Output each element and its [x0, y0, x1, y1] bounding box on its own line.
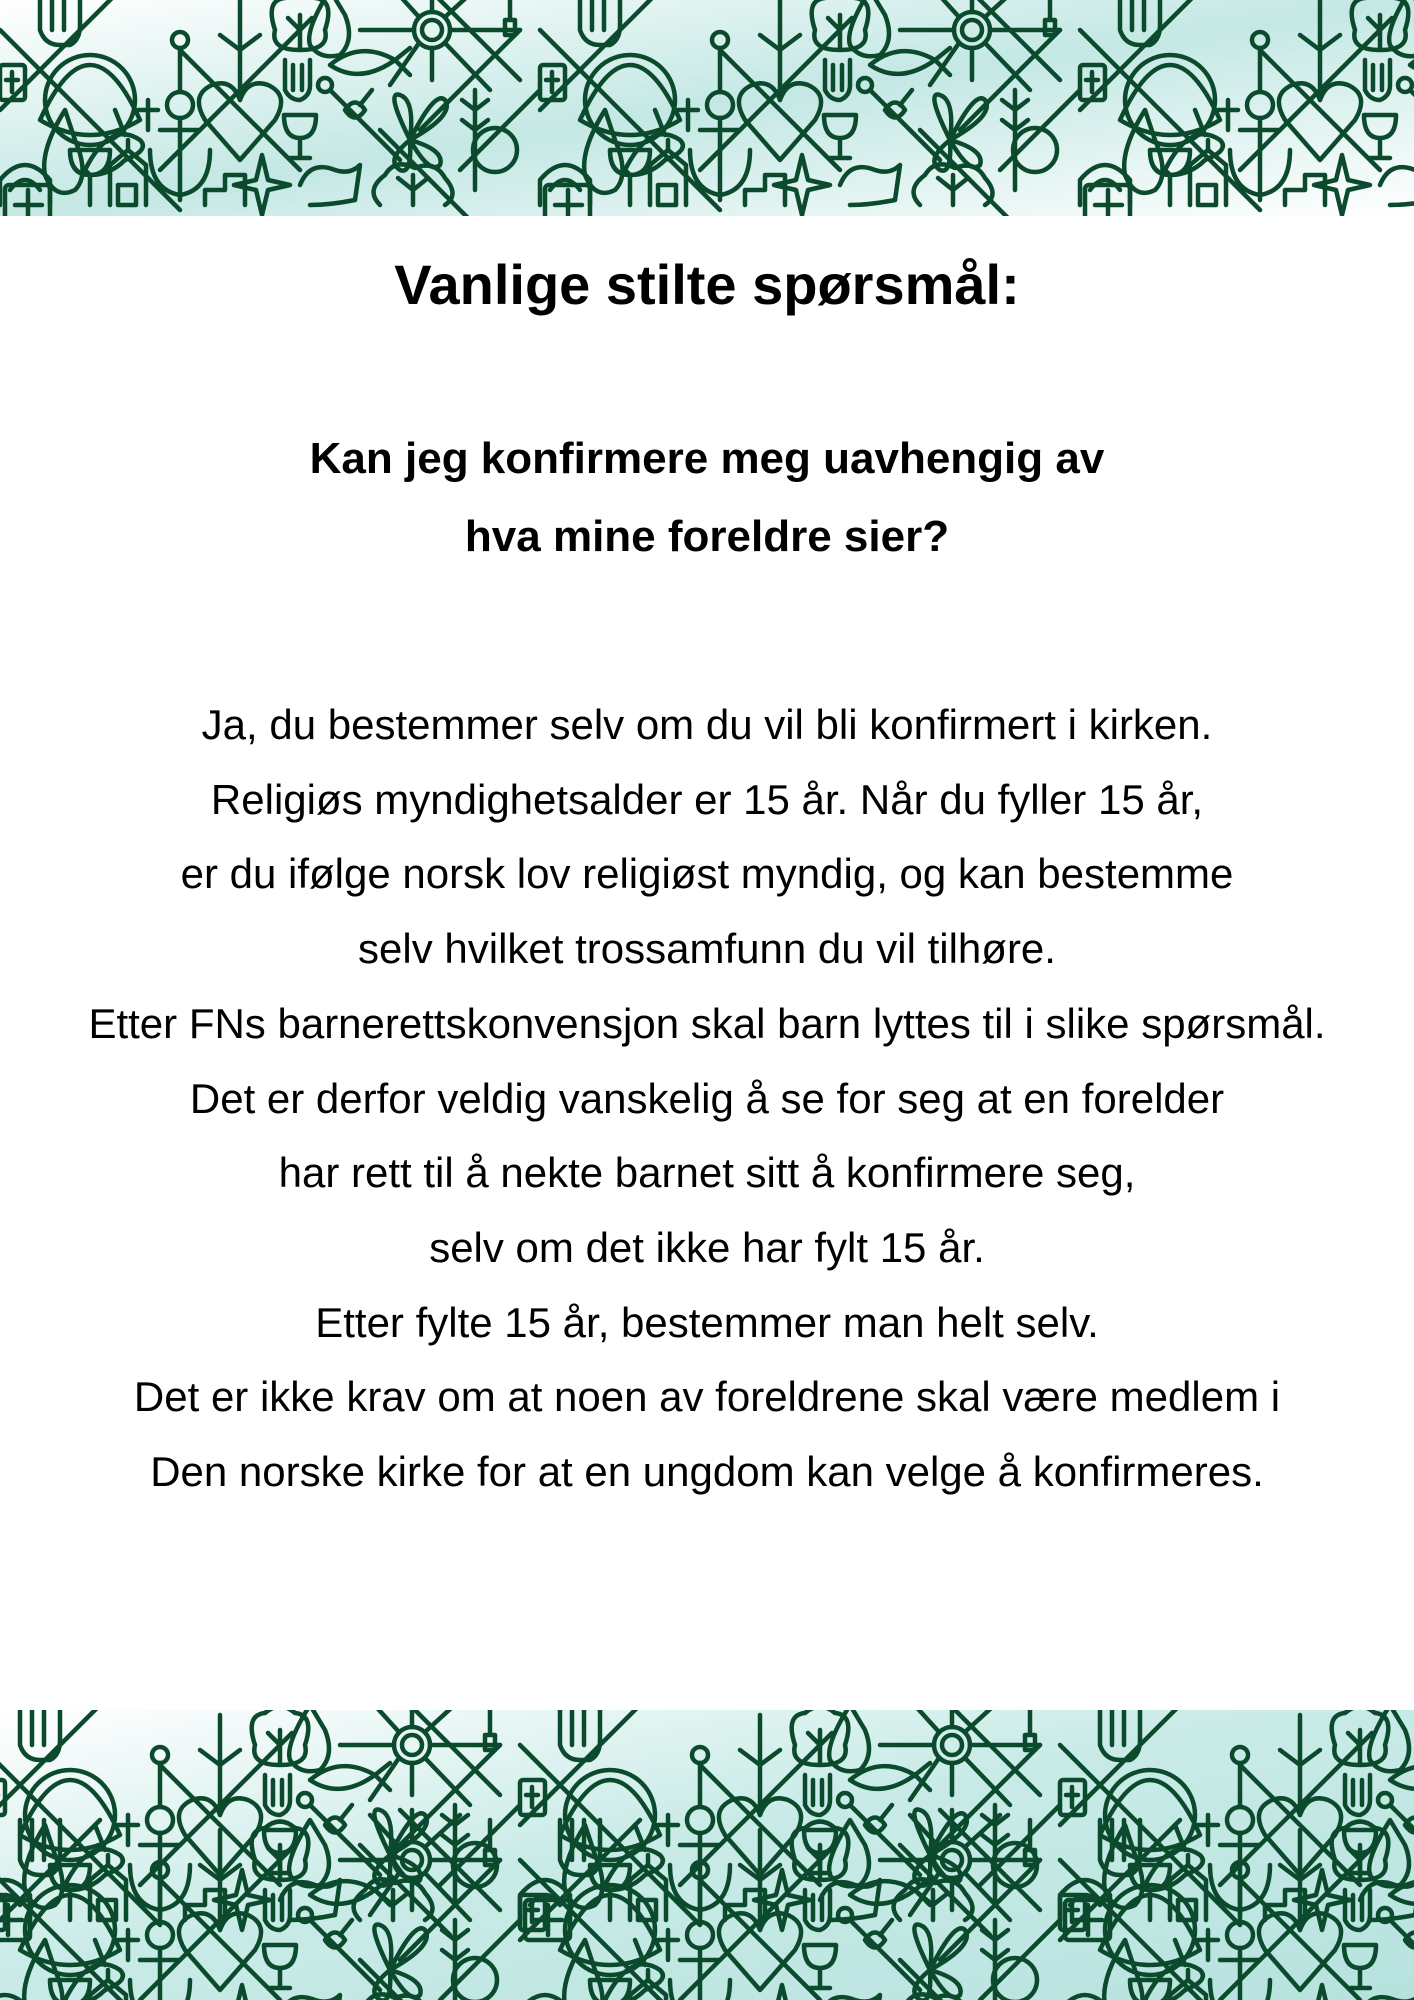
- answer-line: Det er derfor veldig vanskelig å se for seg at en forelder: [189, 1074, 1225, 1122]
- faq-question: [0, 420, 1414, 576]
- answer-line: er du ifølge norsk lov religiøst myndig, og kan bestemme: [180, 850, 1234, 898]
- question-line: Kan jeg konfirmere meg uavhengig av: [309, 434, 1105, 483]
- answer-line: har rett til å nekte barnet sitt å konfirmere seg,: [278, 1149, 1136, 1197]
- answer-line: Den norske kirke for at en ungdom kan velge å konfirmeres.: [150, 1448, 1264, 1496]
- christian-symbols-pattern: [0, 0, 1414, 216]
- answer-line: selv om det ikke har fylt 15 år.: [429, 1223, 985, 1271]
- answer-line: Ja, du bestemmer selv om du vil bli konfirmert i kirken.: [201, 701, 1213, 748]
- question-line: hva mine foreldre sier?: [464, 512, 950, 561]
- answer-line: Religiøs myndighetsalder er 15 år. Når du fyller 15 år,: [210, 775, 1204, 823]
- answer-line: Etter fylte 15 år, bestemmer man helt selv.: [315, 1298, 1099, 1346]
- answer-line: selv hvilket trossamfunn du vil tilhøre.: [358, 925, 1056, 973]
- decorative-pattern-band-top: [0, 0, 1414, 216]
- page-title: Vanlige stilte spørsmål:: [394, 253, 1020, 316]
- christian-symbols-pattern: [0, 1710, 1414, 2000]
- answer-line: Etter FNs barnerettskonvensjon skal barn lyttes til i slike spørsmål.: [88, 999, 1326, 1047]
- decorative-pattern-band-bottom: [0, 1710, 1414, 2000]
- faq-answer: [0, 688, 1414, 1510]
- answer-line: Det er ikke krav om at noen av foreldrene skal være medlem i: [133, 1373, 1281, 1421]
